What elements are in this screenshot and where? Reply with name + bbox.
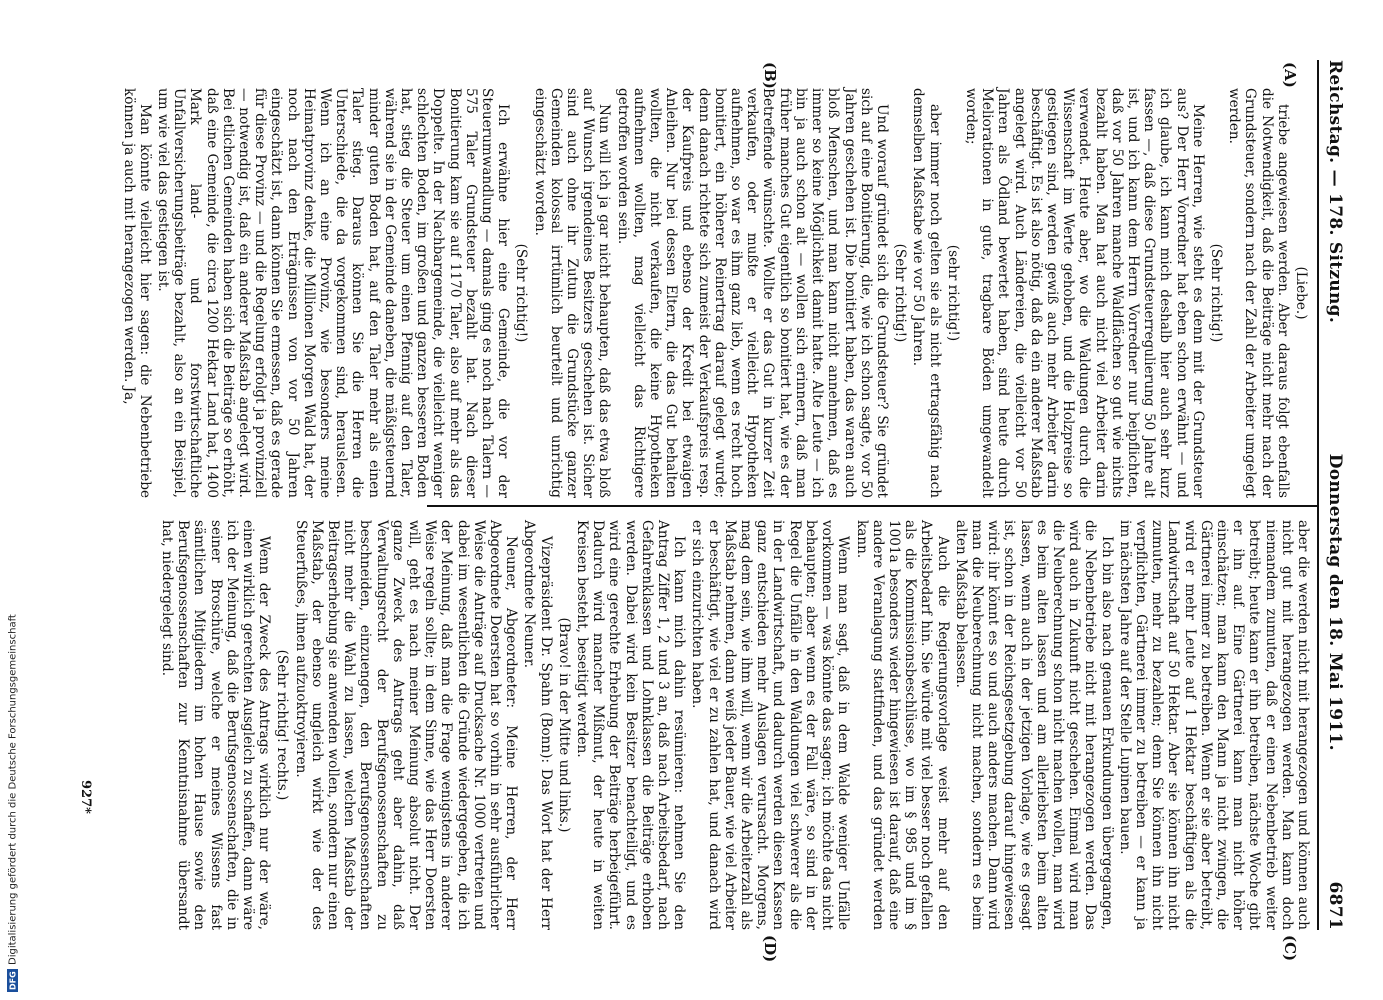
header-page-number: 6871: [1325, 881, 1345, 930]
paragraph: triebe angewiesen werden. Aber daraus folgt ebenfalls die Notwendigkeit, daß die Beiträge nicht mehr nach der Grundsteuer, sondern nach der Zahl der Arbeiter umgelegt werden.: [1226, 88, 1291, 498]
paragraph: (Bravo! in der Mitte und links.): [555, 617, 572, 833]
dfg-logo: DFG: [8, 971, 18, 990]
signature-mark: 927*: [78, 780, 93, 814]
paragraph: (Sehr richtig!): [513, 243, 530, 343]
paragraph: Auch die Regierungsvorlage weist mehr auf den Arbeitsbedarf hin. Sie würde mit viel besser noch gefallen als die Kommissionsbeschlüsse, wo im § 985 und im § 1001a besonders wieder hingewiesen ist darauf, daß eine andere Veranlagung stattfinden, und das gründet werden kann.: [853, 520, 951, 930]
credit-text: Digitalisierung gefördert durch die Deutsche Forschungsgemeinschaft: [7, 614, 19, 966]
paragraph: aber die werden nicht mit herangezogen und können auch nicht gut mit herangezogen werden. Man kann doch niemandem zumuten, daß er einen Nebenbetrieb weiter betreibt; heute kann er ihn betreiben, nächste Woche gibt er ihn auf. Eine Gärtnerei kann man nicht höher einschätzen; man kann den Mann ja nicht zwingen, die Gärtnerei immer zu betreiben. Wenn er sie aber betreibt, wird er mehr Leute auf 1 Hektar beschäftigen als die Landwirtschaft auf 50 Hektar. Aber sie können ihn nicht zumuten, mehr zu bezahlen; denn Sie können ihn nicht verpflichten, Gärtnerei immer zu betreiben — er kann ja im nächsten Jahre auf der Stelle Lupinen bauen.: [1116, 520, 1311, 930]
paragraph: (Sehr richtig!): [1207, 243, 1224, 343]
digitization-credit: [4, 2, 22, 992]
paragraph: aber immer noch gelten sie als nicht ertragsfähig nach demselben Maßstabe wie vor 50 Jahren.: [910, 88, 943, 498]
paragraph: Meine Herren, wie steht es denn mit der Grundsteuer aus? Der Herr Vorredner hat eben schon erwähnt — und ich glaube, ich kann mich deshalb hier auch sehr kurz fassen —, daß diese Grundsteuerregulierung 50 Jahre alt ist, und ich kann dem Herrn Vorredner nur beipflichten, daß vor 50 Jahren manche Waldflächen so gut wie nichts bezahlt haben. Man hat auch nicht viel Arbeiter darin verwendet. Heute aber, wo die Waldungen durch die Wissenschaft im Werte gehoben, und die Holzpreise so gestiegen sind, werden gewiß auch mehr Arbeiter darin beschäftigt. Es ist also nötig, daß da ein anderer Maßstab angelegt wird. Auch Ländereien, die vielleicht vor 50 Jahren als Ödland bewertet haben, sind heute durch Meliorationen in gute, tragbare Böden umgewandelt worden;: [962, 88, 1206, 498]
page-header: [1322, 60, 1348, 930]
paragraph: Ich kann mich dahin resümieren: nehmen Sie den Antrag Ziffer 1, 2 und 3 an, daß nach Arbeitsbedarf, nach Gefahrenklassen und Lohnklassen die Beiträge erhoben werden. Dabei wird kein Besitzer benachteiligt, und es wird eine gerechte Erhebung der Beiträge herbeigeführt. Dadurch wird mancher Mißmut, der heute in weiten Kreisen besteht, beseitigt werden.: [574, 520, 688, 930]
margin-mark-a: (A): [1281, 62, 1299, 88]
header-date: Donnerstag den 18. Mai 1911.: [1325, 453, 1345, 751]
paragraph: (Liebe.): [1293, 266, 1309, 320]
column-divider: [427, 505, 1317, 507]
paragraph: Ich bin also nach genauen Erkundungen übergegangen, die Nebenbetriebe nicht mit herangezogen werden. Das wird auch in Zukunft nicht geschehen. Einmal wird man die Neuberechnung schon nicht machen wollen, man wird es beim alten lassen und am allerliebsten beim alten lassen, wenn auch in der jetzigen Vorlage, wie es gesagt ist, schon in der Reichsgesetzgebung darauf hingewiesen wird: ihr könnt es so und auch anders machen. Dann wird man die Neuberechnung nicht machen, sondern es beim alten Maßstab belassen.: [952, 520, 1115, 930]
paragraph: Neuner, Abgeordneter: Meine Herren, der Herr Abgeordnete Doersten hat so vorhin in sehr ausführlicher Weise die Anträge auf Drucksache Nr. 1000 vertreten und dabei im wesentlichen die Gründe wiedergegeben, die ich der Meinung, daß man die Frage wenigstens in anderer Weise regeln sollte; in dem Sinne, wie das Herr Doersten will, geht es nach meiner Meinung absolut nicht. Der ganze Zweck des Antrags geht aber dahin, daß Verwaltungsrecht der Berufsgenossenschaften zu beschneiden, einzuengen, den Berufsgenossenschaften nicht mehr die Wahl zu lassen, welchen Maßstab der Beitragserhebung sie anwenden wollen, sondern nur einen Maßstab, der ebenso ungleich wirkt wie der des Steuerfußes, ihnen aufzuoktroyieren.: [292, 520, 520, 930]
paragraph: Nun will ich ja gar nicht behaupten, daß das etwa bloß auf Wunsch irgendeines Besitzers geschehen ist. Sicher sind auch ohne ihr Zutun die Grundstücke ganzer Gemeinden kolossal irrtümlich beurteilt und unrichtig eingeschätzt worden.: [531, 88, 613, 498]
paragraph: (sehr richtig!): [944, 244, 961, 342]
paragraph: Vizepräsident Dr. Spahn (Bonn): Das Wort hat der Herr Abgeordnete Neuner.: [521, 520, 554, 930]
header-session: Reichstag. — 178. Sitzung.: [1325, 60, 1345, 324]
paragraph: Und worauf gründet sich die Grundsteuer? Sie gründet sich auf eine Bonitierung, die, wie ich schon sagte, vor 50 Jahren geschehen ist. Die bonitiert haben, das waren auch bloß Menschen, und man kann nicht annehmen, daß es immer so keine Möglichkeit damit hatte. Alte Leute — ich bin ja auch schon alt — wollen sich erinnern, daß man früher manches Gut eigentlich so bonitiert hat, wie es der Betreffende wünschte. Wollte er das Gut in kurzer Zeit verkaufen, oder mußte er vielleicht Hypotheken aufnehmen, so war es ihm ganz lieb, wenn es recht hoch bonitiert, ein höherer Reinertrag darauf gelegt wurde; denn danach richtete sich zumeist der Verkaufspreis resp. der Kaufpreis und ebenso der Kredit bei etwaigen Anleihen. Nur bei dessen Eltern, die das Gut behalten wollten, die nicht verkaufen, die keine Hypotheken aufnehmen wollten, mag vielleicht das Richtigere getroffen worden sein.: [614, 88, 890, 498]
margin-mark-b: (B): [761, 62, 779, 89]
paragraph: (Sehr richtig! rechts.): [274, 649, 291, 801]
right-column: [157, 520, 1311, 930]
paragraph: (Sehr richtig!): [892, 243, 909, 343]
margin-mark-d: (D): [761, 935, 779, 963]
paragraph: Ich erwähne hier eine Gemeinde, die vor der Steuerumwandlung — damals ging es noch nach Talern — 575 Taler Grundsteuer bezahlt hat. Nach dieser Bonitierung kam sie auf 1170 Taler, also auf mehr als das Doppelte. In der Nachbargemeinde, die vielleicht weniger schlechten Boden, im großen und ganzen besseren Boden hat, stieg die Steuer um einen Pfennig auf den Taler, während sie in der Gemeinde daneben, die mäßigsteuernd minder guten Boden hat, auf den Taler mehr als einen Taler stieg. Daraus können Sie die Herren die Unterschiede, die da vorgekommen sind, herauslesen. Wenn ich an eine Provinz, wie besonders meine Heimatprovinz denke, die Millionen Morgen Wald hat, der noch nach den Erträgnissen von vor 50 Jahren eingeschätzt ist, dann können Sie ermessen, daß es gerade für diese Provinz — und die Regelung erfolgt ja provinziell — notwendig ist, daß ein anderer Maßstab angelegt wird. Bei etlichen Gemeinden haben sich die Beiträge so erhöht, daß eine Gemeinde, die circa 1200 Hektar Land hat, 1400 Mark land- und forstwirtschaftliche Unfallversicherungsbeiträge bezahlt, also an ein Beispiel, um wie viel das gestiegen ist.: [154, 88, 512, 498]
header-rule: [1317, 60, 1319, 930]
left-column: [118, 88, 1311, 498]
margin-mark-c: (C): [1281, 935, 1299, 962]
paragraph: Wenn man sagt, daß in dem Walde weniger Unfälle vorkommen — was könnte das sagen; ich möchte das nicht behaupten; aber wenn es der Fall wäre, so sind in der Regel die Unfälle in den Waldungen viel schwerer als die in der Landwirtschaft, und dadurch werden diesen Kassen ganz entschieden mehr Auslagen verursacht. Morgens, mag dem sein, wie ihm will, wenn wir die Arbeiterzahl als Maßstab nehmen, dann weiß jeder Bauer, wie viel Arbeiter er beschäftigt, wie viel er zu zahlen hat, und danach wird er sich einzurichten haben.: [689, 520, 852, 930]
paragraph: Wenn der Zweck des Antrags wirklich nur der wäre, einen wirklich gerechten Ausgleich zu schaffen, dann wäre ich der Meinung, daß die Berufsgenossenschaften, die in seiner Broschüre, welche er meines Wissens fast sämtlichen Mitgliedern im hohen Hause sowie den Berufsgenossenschaften zur Kenntnisnahme übersandt hat, niedergelegt sind.: [158, 520, 273, 930]
paragraph: Man könnte vielleicht hier sagen: die Nebenbetriebe können ja auch mit herangezogen werden. Ja,: [120, 88, 153, 498]
